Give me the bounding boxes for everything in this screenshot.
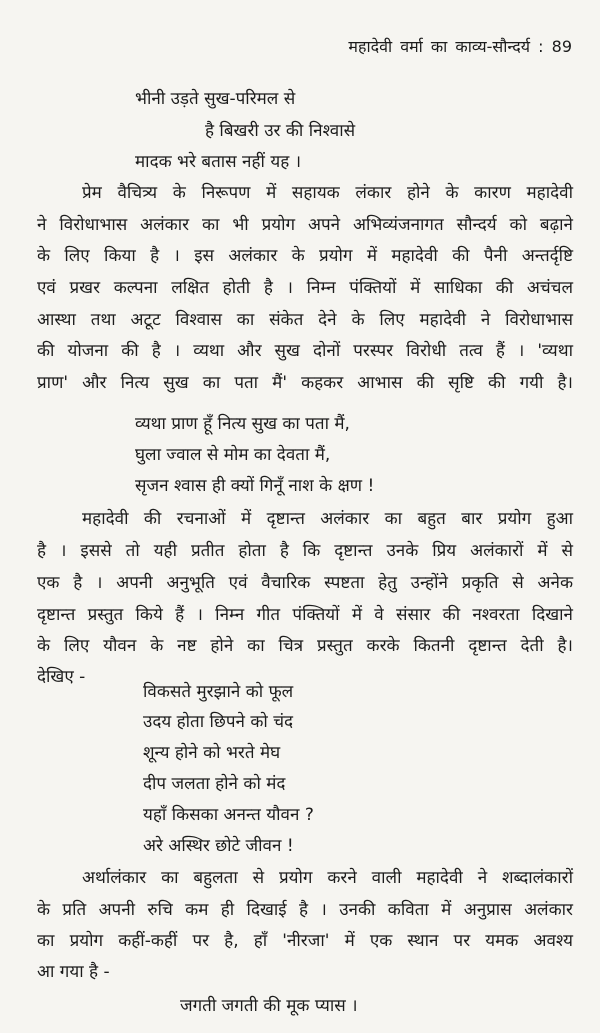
verse-line: विकसते मुरझाने को फूल bbox=[143, 682, 294, 702]
header-separator: : bbox=[538, 37, 544, 56]
paragraph-line: के प्रति अपनी रुचि कम ही दिखाई है । उनकी कविता में अनुप्रास अलंकार bbox=[37, 900, 573, 920]
paragraph-line: एवं प्रखर कल्पना लक्षित होती है । निम्न पंक्तियों में साधिका की अचंचल bbox=[37, 278, 573, 298]
paragraph-line: अर्थालंकार का बहुलता से प्रयोग करने वाली महादेवी ने शब्दालंकारों bbox=[82, 868, 573, 888]
paragraph-line: आ गया है - bbox=[37, 962, 110, 982]
verse-line: शून्य होने को भरते मेघ bbox=[143, 743, 281, 763]
verse-line: उदय होता छिपने को चंद bbox=[143, 712, 294, 732]
paragraph-line: का प्रयोग कहीं-कहीं पर है, हाँ 'नीरजा' में एक स्थान पर यमक अवश्य bbox=[37, 931, 573, 951]
verse-line: भीनी उड़ते सुख-परिमल से bbox=[135, 89, 296, 109]
paragraph-line: की योजना की है । व्यथा और सुख दोनों परस्पर विरोधी तत्व हैं । 'व्यथा bbox=[37, 341, 573, 361]
paragraph-line: दृष्टान्त प्रस्तुत किये हैं । निम्न गीत पंक्तियों में वे संसार की नश्वरता दिखाने bbox=[37, 605, 573, 625]
page-number: 89 bbox=[551, 37, 572, 56]
paragraph-line: प्रेम वैचित्र्य के निरूपण में सहायक लंकार होने के कारण महादेवी bbox=[82, 183, 573, 203]
verse-line: यहाँ किसका अनन्त यौवन ? bbox=[143, 805, 314, 825]
paragraph-line: के लिए यौवन के नष्ट होने का चित्र प्रस्तुत करके कितनी दृष्टान्त देती है। bbox=[37, 636, 573, 656]
paragraph-line: एक है । अपनी अनुभूति एवं वैचारिक स्पष्टता हेतु उन्होंने प्रकृति से अनेक bbox=[37, 573, 573, 593]
verse-line: है बिखरी उर की निश्वासे bbox=[205, 121, 356, 141]
running-title: महादेवी वर्मा का काव्य-सौन्दर्य bbox=[348, 37, 531, 56]
paragraph-line: ने विरोधाभास अलंकार का भी प्रयोग अपने अभिव्यंजनागत सौन्दर्य को बढ़ाने bbox=[37, 215, 573, 235]
verse-line: अरे अस्थिर छोटे जीवन ! bbox=[143, 836, 294, 856]
paragraph-line: के लिए किया है । इस अलंकार के प्रयोग में महादेवी की पैनी अन्तर्दृष्टि bbox=[37, 246, 573, 266]
verse-line: मादक भरे बतास नहीं यह । bbox=[135, 152, 302, 172]
paragraph-line: महादेवी की रचनाओं में दृष्टान्त अलंकार का बहुत बार प्रयोग हुआ bbox=[82, 509, 573, 529]
paragraph-line: देखिए - bbox=[37, 667, 86, 687]
paragraph-line: है । इससे तो यही प्रतीत होता है कि दृष्टान्त उनके प्रिय अलंकारों में से bbox=[37, 541, 573, 561]
verse-line: दीप जलता होने को मंद bbox=[143, 774, 286, 794]
paragraph-line: प्राण' और नित्य सुख का पता मैं' कहकर आभास की सृष्टि की गयी है। bbox=[37, 373, 573, 393]
paragraph-line: आस्था तथा अटूट विश्वास का संकेत देने के लिए महादेवी ने विरोधाभास bbox=[37, 310, 573, 330]
verse-line: घुला ज्वाल से मोम का देवता मैं, bbox=[135, 445, 331, 465]
verse-line: सृजन श्वास ही क्यों गिनूँ नाश के क्षण ! bbox=[135, 476, 375, 496]
running-header bbox=[348, 36, 572, 58]
verse-line: जगती जगती की मूक प्यास । bbox=[180, 996, 358, 1016]
verse-line: व्यथा प्राण हूँ नित्य सुख का पता मैं, bbox=[135, 414, 350, 434]
